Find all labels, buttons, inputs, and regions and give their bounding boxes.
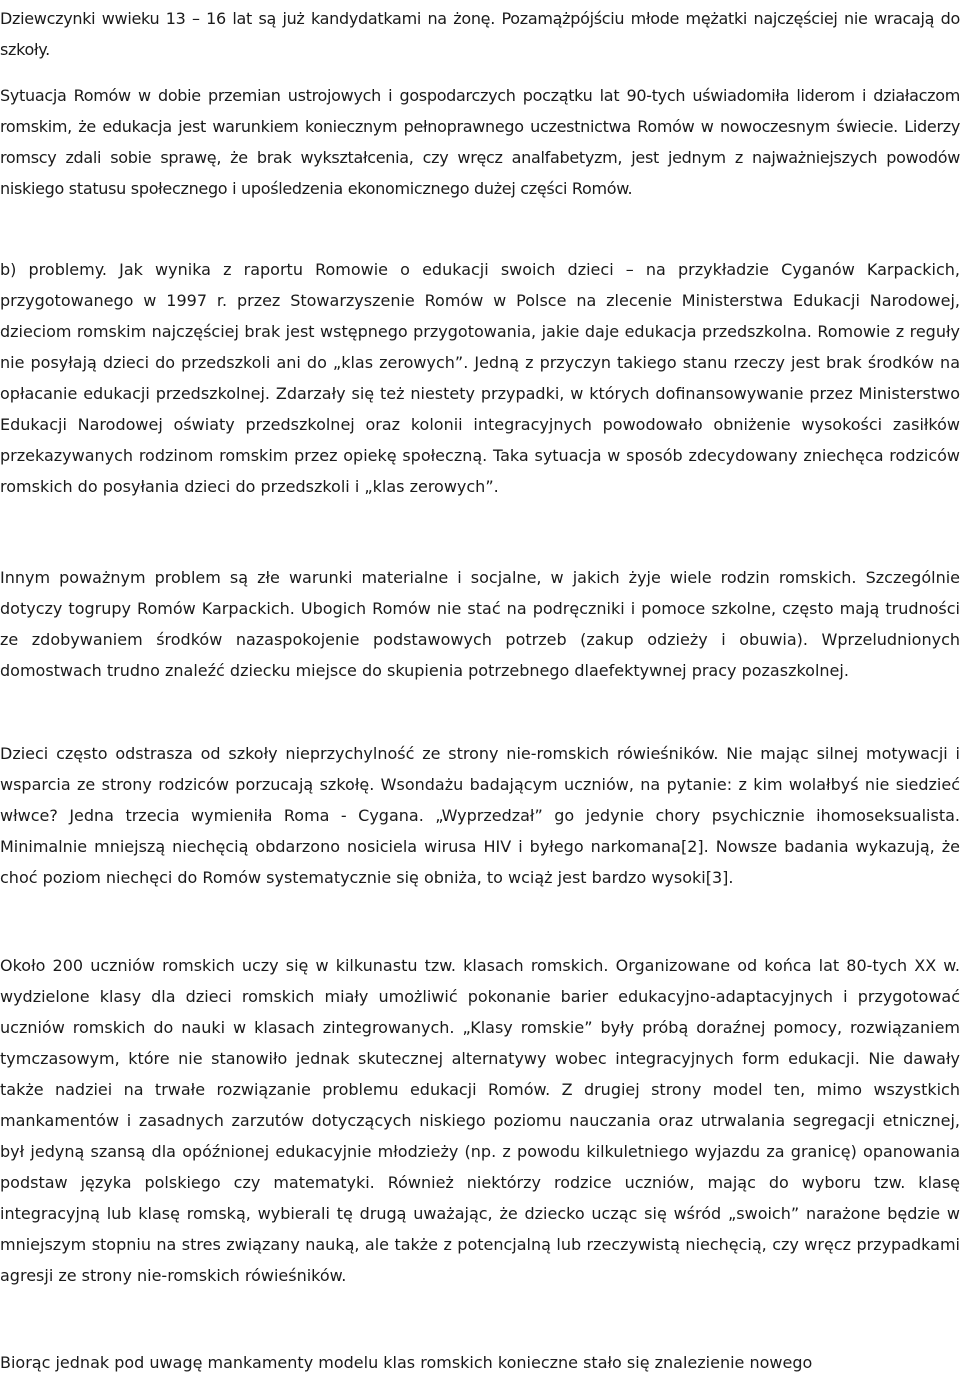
paragraph-new-model: Biorąc jednak pod uwagę mankamenty modelu klas romskich konieczne stało się znalezienie nowego [0,1353,813,1372]
paragraph-material-conditions: Innym poważnym problem są złe warunki materialne i socjalne, w jakich żyje wiele rodzin romskich. Szczególnie dotyczy togrupy Romów Karpackich. Ubogich Romów nie stać na podręczniki i pomoce szkolne, często mają trudności ze zdobywaniem środków nazaspokojenie podstawowych potrzeb (zakup odzieży i obuwia). Wprzeludnionych domostwach trudno znaleźć dziecku miejsce do skupienia potrzebnego dlaefektywnej pracy pozaszkolnej. [0,568,960,680]
paragraph-girls-marriage: Dziewczynki wwieku 13 – 16 lat są już kandydatkami na żonę. Pozamążpójściu młode mężatki najczęściej nie wracają do szkoły. [0,9,960,59]
paragraph-roma-situation: Sytuacja Romów w dobie przemian ustrojowych i gospodarczych początku lat 90-tych uświadomiła liderom i działaczom romskim, że edukacja jest warunkiem koniecznym pełnoprawnego uczestnictwa Romów w nowoczesnym świecie. Liderzy romscy zdali sobie sprawę, że brak wykształcenia, czy wręcz analfabetyzm, jest jednym z najważniejszych powodów niskiego statusu społecznego i upośledzenia ekonomicznego dużej części Romów. [0,86,960,198]
paragraph-roma-classes: Około 200 uczniów romskich uczy się w kilkunastu tzw. klasach romskich. Organizowane od końca lat 80-tych XX w. wydzielone klasy dla dzieci romskich miały umożliwić pokonanie barier edukacyjno-adaptacyjnych i przygotować uczniów romskich do nauki w klasach zintegrowanych. „Klasy romskie” były próbą doraźnej pomocy, rozwiązaniem tymczasowym, które nie stanowiło jednak skutecznej alternatywy wobec integracyjnych form edukacji. Nie dawały także nadziei na trwałe rozwiązanie problemu edukacji Romów. Z drugiej strony model ten, mimo wszystkich mankamentów i zasadnych zarzutów dotyczących niskiego poziomu nauczania oraz utrwalania segregacji etnicznej, był jedyną szansą dla opóźnionej edukacyjnie młodzieży (np. z powodu kilkuletniego wyjazdu za granicę) opanowania podstaw języka polskiego czy matematyki. Również niektórzy rodzice uczniów, mając do wyboru tzw. klasę integracyjną lub klasę romską, wybierali tę drugą uważając, że dziecko ucząc się wśród „swoich” narażone będzie w mniejszym stopniu na stres związany nauką, ale także z potencjalną lub rzeczywistą niechęcią, czy wręcz przypadkami agresji ze strony nie-romskich rówieśników. [0,956,960,1285]
paragraph-peer-hostility: Dzieci często odstrasza od szkoły nieprzychylność ze strony nie-romskich rówieśników. Nie mając silnej motywacji i wsparcia ze strony rodziców porzucają szkołę. Wsondażu badającym uczniów, na pytanie: z kim wolałbyś nie siedzieć włwce? Jedna trzecia wymieniła Roma - Cygana. „Wyprzedzał” go jedynie chory psychicznie ihomoseksualista. Minimalnie mniejszą niechęcią obdarzono nosiciela wirusa HIV i byłego narkomana[2]. Nowsze badania wykazują, że choć poziom niechęci do Romów systematycznie się obniża, to wciąż jest bardzo wysoki[3]. [0,744,960,887]
paragraph-problems: b) problemy. Jak wynika z raportu Romowie o edukacji swoich dzieci – na przykładzie Cyganów Karpackich, przygotowanego w 1997 r. przez Stowarzyszenie Romów w Polsce na zlecenie Ministerstwa Edukacji Narodowej, dzieciom romskim najczęściej brak jest wstępnego przygotowania, jakie daje edukacja przedszkolna. Romowie z reguły nie posyłają dzieci do przedszkoli ani do „klas zerowych”. Jedną z przyczyn takiego stanu rzeczy jest brak środków na opłacanie edukacji przedszkolnej. Zdarzały się też niestety przypadki, w których dofinansowywanie przez Ministerstwo Edukacji Narodowej oświaty przedszkolnej oraz kolonii integracyjnych powodowało obniżenie wysokości zasiłków przekazywanych rodzinom romskim przez opiekę społeczną. Taka sytuacja w sposób zdecydowany zniechęca rodziców romskich do posyłania dzieci do przedszkoli i „klas zerowych”. [0,260,960,496]
